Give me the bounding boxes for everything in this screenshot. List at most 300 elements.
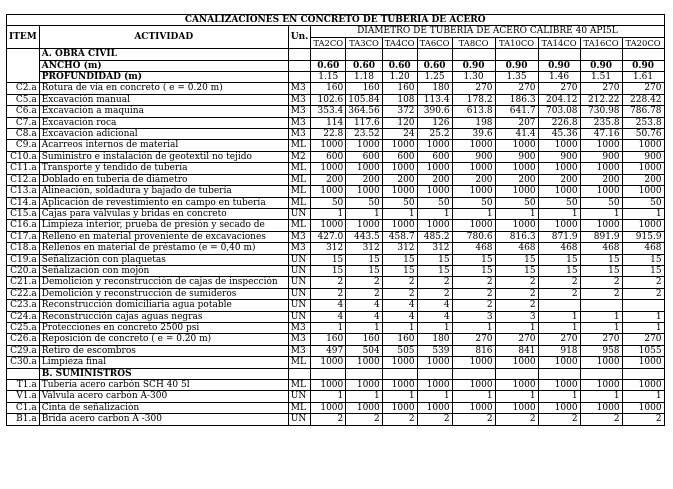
quantity-cell: 816 xyxy=(452,345,495,356)
table-row xyxy=(7,265,665,276)
quantity-cell: 2 xyxy=(538,414,580,425)
unit-cell: M3 xyxy=(288,243,311,254)
activity-name: Transporte y tendido de tubería xyxy=(39,163,288,174)
quantity-cell: 15 xyxy=(346,265,383,276)
quantity-cell: 39.6 xyxy=(452,129,495,140)
quantity-cell: 50 xyxy=(452,197,495,208)
profundidad-value: 1.15 xyxy=(311,72,346,83)
column-header-ta10co: TA10CO xyxy=(495,37,538,48)
quantity-cell: 200 xyxy=(580,174,622,185)
unit-cell: ML xyxy=(288,174,311,185)
quantity-cell: 1000 xyxy=(382,140,417,151)
quantity-cell: 270 xyxy=(538,83,580,94)
quantity-cell: 126 xyxy=(417,117,452,128)
quantity-cell: 468 xyxy=(452,243,495,254)
quantity-cell: 114 xyxy=(311,117,346,128)
profundidad-value: 1.35 xyxy=(495,72,538,83)
quantity-cell: 1000 xyxy=(417,220,452,231)
quantity-cell: 539 xyxy=(417,345,452,356)
quantity-cell: 180 xyxy=(417,334,452,345)
activity-name: Protecciones en concreto 2500 psi xyxy=(39,322,288,333)
quantity-cell: 186.3 xyxy=(495,94,538,105)
quantity-cell: 2 xyxy=(622,288,664,299)
quantity-cell: 15 xyxy=(417,254,452,265)
quantity-cell: 1 xyxy=(311,208,346,219)
quantity-cell: 900 xyxy=(538,151,580,162)
unit-cell: M3 xyxy=(288,231,311,242)
activity-name: Suministro e instalación de geotextil no tejido xyxy=(39,151,288,162)
quantity-cell: 1000 xyxy=(452,163,495,174)
quantity-cell: 270 xyxy=(538,334,580,345)
ancho-row xyxy=(7,60,665,71)
table-row xyxy=(7,243,665,254)
table-row xyxy=(7,197,665,208)
unit-cell: M3 xyxy=(288,334,311,345)
table-row xyxy=(7,402,665,413)
table-row xyxy=(7,288,665,299)
activity-name: Limpieza final xyxy=(39,357,288,368)
item-code: C12.a xyxy=(7,174,40,185)
item-code: C14.a xyxy=(7,197,40,208)
ancho-value: 0.60 xyxy=(346,60,383,71)
quantity-cell: 50 xyxy=(382,197,417,208)
quantity-cell: 108 xyxy=(382,94,417,105)
quantity-cell: 1 xyxy=(495,391,538,402)
activity-name: Reposición de concreto ( e = 0.20 m) xyxy=(39,334,288,345)
quantity-cell: 871.9 xyxy=(538,231,580,242)
quantity-cell: 1000 xyxy=(452,186,495,197)
column-header-ta6co: TA6CO xyxy=(417,37,452,48)
table-row xyxy=(7,391,665,402)
activity-name: Alineación, soldadura y bajado de tubería xyxy=(39,186,288,197)
activity-name: Demolición y reconstrucción de sumideros xyxy=(39,288,288,299)
unit-cell: M3 xyxy=(288,345,311,356)
quantity-cell: 1000 xyxy=(622,140,664,151)
empty-cell xyxy=(495,368,538,379)
quantity-cell: 15 xyxy=(346,254,383,265)
item-code: C15.a xyxy=(7,208,40,219)
unit-cell: UN xyxy=(288,254,311,265)
item-code: C8.a xyxy=(7,129,40,140)
table-row xyxy=(7,129,665,140)
quantity-cell: 891.9 xyxy=(580,231,622,242)
ancho-value: 0.60 xyxy=(382,60,417,71)
quantity-cell: 4 xyxy=(417,300,452,311)
item-code: C29.a xyxy=(7,345,40,356)
quantity-cell: 15 xyxy=(538,265,580,276)
table-title: CANALIZACIONES EN CONCRETO DE TUBERIA DE ACERO xyxy=(7,15,665,26)
unit-cell: ML xyxy=(288,380,311,391)
table-row xyxy=(7,334,665,345)
activity-name: Tubería acero carbón SCH 40 5l xyxy=(39,380,288,391)
quantity-cell: 1 xyxy=(495,322,538,333)
quantity-cell: 15 xyxy=(452,254,495,265)
item-code: C1.a xyxy=(7,402,40,413)
unit-cell: M2 xyxy=(288,151,311,162)
quantity-cell: 613.8 xyxy=(452,106,495,117)
quantity-cell: 1000 xyxy=(580,140,622,151)
header-item: ITEM xyxy=(7,26,40,49)
quantity-cell: 1 xyxy=(452,322,495,333)
quantity-cell: 113.4 xyxy=(417,94,452,105)
quantity-cell: 1 xyxy=(382,322,417,333)
quantity-cell: 1000 xyxy=(452,357,495,368)
section-row xyxy=(7,368,665,379)
quantity-cell: 1000 xyxy=(417,357,452,368)
quantity-cell: 2 xyxy=(346,288,383,299)
unit-cell: UN xyxy=(288,300,311,311)
unit-cell: ML xyxy=(288,402,311,413)
item-code: C7.a xyxy=(7,117,40,128)
unit-cell: ML xyxy=(288,197,311,208)
item-code: C22.a xyxy=(7,288,40,299)
quantity-cell: 2 xyxy=(495,288,538,299)
header-unit: Un. xyxy=(288,26,311,49)
quantity-cell: 200 xyxy=(346,174,383,185)
quantity-cell: 200 xyxy=(538,174,580,185)
quantity-cell: 2 xyxy=(580,288,622,299)
item-code: C10.a xyxy=(7,151,40,162)
quantity-cell: 117.6 xyxy=(346,117,383,128)
activity-name: Rellenos en material de préstamo (e = 0,40 m) xyxy=(39,243,288,254)
quantity-cell: 2 xyxy=(452,300,495,311)
quantity-cell: 1000 xyxy=(495,402,538,413)
quantity-cell: 2 xyxy=(538,288,580,299)
activity-name: Relleno en material proveniente de excavaciones xyxy=(39,231,288,242)
item-code: C19.a xyxy=(7,254,40,265)
quantity-cell: 730.98 xyxy=(580,106,622,117)
quantity-cell: 15 xyxy=(495,265,538,276)
quantity-cell: 270 xyxy=(495,334,538,345)
quantity-cell: 1000 xyxy=(538,163,580,174)
item-code: V1.a xyxy=(7,391,40,402)
quantity-cell: 1000 xyxy=(495,357,538,368)
quantity-cell: 228.42 xyxy=(622,94,664,105)
quantity-cell: 816.3 xyxy=(495,231,538,242)
quantity-cell: 160 xyxy=(311,334,346,345)
quantity-cell: 2 xyxy=(382,288,417,299)
table-row xyxy=(7,357,665,368)
quantity-cell: 915.9 xyxy=(622,231,664,242)
profundidad-value: 1.20 xyxy=(382,72,417,83)
quantity-cell: 1000 xyxy=(417,402,452,413)
activity-name: Acarreos internos de material xyxy=(39,140,288,151)
quantity-cell: 1000 xyxy=(622,220,664,231)
profundidad-value: 1.18 xyxy=(346,72,383,83)
quantity-cell: 1055 xyxy=(622,345,664,356)
item-code: C25.a xyxy=(7,322,40,333)
quantity-cell: 1000 xyxy=(495,186,538,197)
quantity-cell: 1 xyxy=(452,208,495,219)
empty-cell xyxy=(580,368,622,379)
quantity-cell: 1000 xyxy=(580,402,622,413)
quantity-cell: 1000 xyxy=(580,357,622,368)
quantity-cell: 2 xyxy=(538,277,580,288)
table-row xyxy=(7,254,665,265)
item-code: C13.a xyxy=(7,186,40,197)
quantity-cell: 458.7 xyxy=(382,231,417,242)
quantity-cell: 780.6 xyxy=(452,231,495,242)
item-code: C17.a xyxy=(7,231,40,242)
profundidad-label: PROFUNDIDAD (m) xyxy=(39,72,288,83)
quantity-cell: 2 xyxy=(495,277,538,288)
quantity-cell: 212.22 xyxy=(580,94,622,105)
quantity-cell: 15 xyxy=(417,265,452,276)
quantity-cell: 600 xyxy=(382,151,417,162)
ancho-value: 0.90 xyxy=(452,60,495,71)
quantity-cell: 703.08 xyxy=(538,106,580,117)
item-code: T1.a xyxy=(7,380,40,391)
unit-cell: M3 xyxy=(288,94,311,105)
quantity-cell: 390.6 xyxy=(417,106,452,117)
unit-cell: UN xyxy=(288,414,311,425)
quantity-cell: 50 xyxy=(622,197,664,208)
quantity-cell: 2 xyxy=(417,414,452,425)
quantity-cell: 1000 xyxy=(495,380,538,391)
quantity-cell: 353.4 xyxy=(311,106,346,117)
item-code: C30.a xyxy=(7,357,40,368)
table-row xyxy=(7,300,665,311)
activity-name: Excavación roca xyxy=(39,117,288,128)
ancho-value: 0.60 xyxy=(311,60,346,71)
table-row xyxy=(7,311,665,322)
table-row xyxy=(7,277,665,288)
quantity-cell: 1 xyxy=(538,311,580,322)
quantity-cell: 50 xyxy=(417,197,452,208)
quantity-cell: 600 xyxy=(417,151,452,162)
quantity-cell: 900 xyxy=(495,151,538,162)
quantity-cell: 1000 xyxy=(382,380,417,391)
quantity-cell: 1000 xyxy=(580,220,622,231)
empty-cell xyxy=(417,368,452,379)
quantity-cell: 2 xyxy=(580,414,622,425)
quantity-cell: 468 xyxy=(538,243,580,254)
activity-name: Reconstrucción domiciliaria agua potable xyxy=(39,300,288,311)
column-header-ta20co: TA20CO xyxy=(622,37,664,48)
quantity-cell: 1000 xyxy=(580,380,622,391)
quantity-cell: 1000 xyxy=(346,140,383,151)
ancho-value: 0.90 xyxy=(580,60,622,71)
quantity-cell: 1000 xyxy=(382,220,417,231)
quantity-cell: 786.78 xyxy=(622,106,664,117)
quantity-cell: 15 xyxy=(311,254,346,265)
activity-name: Doblado en tubería de diámetro xyxy=(39,174,288,185)
column-header-ta2co: TA2CO xyxy=(311,37,346,48)
quantity-cell: 1 xyxy=(580,311,622,322)
quantity-cell: 200 xyxy=(495,174,538,185)
table-row xyxy=(7,163,665,174)
quantity-cell: 1 xyxy=(417,391,452,402)
activity-name: Excavación manual xyxy=(39,94,288,105)
header-diametro: DIAMETRO DE TUBERIA DE ACERO CALIBRE 40 API5L xyxy=(311,26,664,37)
unit-cell: ML xyxy=(288,163,311,174)
quantity-cell: 207 xyxy=(495,117,538,128)
quantity-cell: 50 xyxy=(495,197,538,208)
activity-name: Válvula acero carbón A-300 xyxy=(39,391,288,402)
activity-name: Excavación a maquina xyxy=(39,106,288,117)
quantity-cell: 2 xyxy=(346,414,383,425)
quantity-cell: 4 xyxy=(382,300,417,311)
table-row xyxy=(7,322,665,333)
quantity-cell: 505 xyxy=(382,345,417,356)
quantity-cell: 1000 xyxy=(495,220,538,231)
quantity-cell: 15 xyxy=(382,265,417,276)
quantity-cell: 1 xyxy=(580,391,622,402)
quantity-cell: 178.2 xyxy=(452,94,495,105)
quantity-cell: 2 xyxy=(622,414,664,425)
item-code: C6.a xyxy=(7,106,40,117)
quantity-cell: 2 xyxy=(452,414,495,425)
quantity-cell xyxy=(622,300,664,311)
item-code: B1.a xyxy=(7,414,40,425)
quantity-cell: 1 xyxy=(346,391,383,402)
item-code: C23.a xyxy=(7,300,40,311)
quantity-cell: 4 xyxy=(346,300,383,311)
quantity-cell: 47.16 xyxy=(580,129,622,140)
quantity-cell: 253.8 xyxy=(622,117,664,128)
quantity-cell: 364.56 xyxy=(346,106,383,117)
activity-name: Retiro de escombros xyxy=(39,345,288,356)
quantity-cell: 160 xyxy=(382,334,417,345)
quantity-cell: 1000 xyxy=(622,186,664,197)
quantity-cell: 2 xyxy=(622,277,664,288)
quantity-cell: 1000 xyxy=(580,163,622,174)
quantity-cell: 1000 xyxy=(346,186,383,197)
quantity-cell: 2 xyxy=(311,277,346,288)
quantity-cell: 270 xyxy=(622,83,664,94)
section-b-blank xyxy=(7,368,40,379)
empty-cell xyxy=(288,368,311,379)
quantity-cell: 1000 xyxy=(382,357,417,368)
quantity-cell: 641.7 xyxy=(495,106,538,117)
quantity-cell: 841 xyxy=(495,345,538,356)
quantity-cell: 468 xyxy=(580,243,622,254)
quantity-cell: 1000 xyxy=(538,186,580,197)
quantity-cell: 160 xyxy=(346,83,383,94)
profundidad-value: 1.25 xyxy=(417,72,452,83)
quantity-cell: 485.2 xyxy=(417,231,452,242)
quantity-cell: 102.6 xyxy=(311,94,346,105)
profundidad-value: 1.46 xyxy=(538,72,580,83)
quantity-cell: 1000 xyxy=(538,380,580,391)
empty-cell xyxy=(452,368,495,379)
section-row xyxy=(7,49,665,60)
quantity-cell: 200 xyxy=(452,174,495,185)
quantity-cell: 1 xyxy=(417,322,452,333)
quantity-cell: 1 xyxy=(346,208,383,219)
quantity-cell: 504 xyxy=(346,345,383,356)
quantity-cell: 1000 xyxy=(417,186,452,197)
quantity-cell: 1000 xyxy=(311,380,346,391)
quantity-cell: 50 xyxy=(311,197,346,208)
quantity-cell: 2 xyxy=(417,277,452,288)
profundidad-value: 1.51 xyxy=(580,72,622,83)
quantity-cell: 1 xyxy=(495,208,538,219)
table-row xyxy=(7,117,665,128)
quantity-cell: 15 xyxy=(622,265,664,276)
quantity-cell: 1000 xyxy=(538,140,580,151)
unit-cell: ML xyxy=(288,186,311,197)
quantity-cell: 105.84 xyxy=(346,94,383,105)
unit-cell: UN xyxy=(288,277,311,288)
quantity-cell: 226.8 xyxy=(538,117,580,128)
quantity-cell: 2 xyxy=(382,414,417,425)
quantity-cell xyxy=(580,300,622,311)
quantity-cell: 1 xyxy=(622,311,664,322)
unit-cell: UN xyxy=(288,208,311,219)
unit-cell: UN xyxy=(288,311,311,322)
quantity-cell: 204.12 xyxy=(538,94,580,105)
quantity-cell: 50 xyxy=(580,197,622,208)
quantity-cell: 2 xyxy=(382,277,417,288)
quantity-cell: 270 xyxy=(452,83,495,94)
profundidad-value: 1.61 xyxy=(622,72,664,83)
quantity-cell: 1 xyxy=(580,322,622,333)
quantity-cell: 443.5 xyxy=(346,231,383,242)
quantity-cell: 1000 xyxy=(311,140,346,151)
quantity-cell: 1000 xyxy=(452,402,495,413)
quantity-cell: 15 xyxy=(311,265,346,276)
unit-cell: M3 xyxy=(288,117,311,128)
item-code: C18.a xyxy=(7,243,40,254)
quantity-cell: 15 xyxy=(580,265,622,276)
quantity-cell: 1000 xyxy=(311,220,346,231)
quantity-cell: 270 xyxy=(452,334,495,345)
quantity-cell: 15 xyxy=(452,265,495,276)
quantity-cell: 23.52 xyxy=(346,129,383,140)
activity-name: Excavación adicional xyxy=(39,129,288,140)
quantity-cell: 1000 xyxy=(417,380,452,391)
empty-cell xyxy=(382,368,417,379)
column-header-ta14co: TA14CO xyxy=(538,37,580,48)
table-row xyxy=(7,151,665,162)
quantity-cell: 1000 xyxy=(311,357,346,368)
table-row xyxy=(7,231,665,242)
unit-cell: ML xyxy=(288,357,311,368)
quantity-cell: 1000 xyxy=(417,140,452,151)
activity-name: Cajas para válvulas y bridas en concreto xyxy=(39,208,288,219)
quantity-cell: 160 xyxy=(382,83,417,94)
quantity-cell: 497 xyxy=(311,345,346,356)
quantity-cell: 1000 xyxy=(382,402,417,413)
quantity-cell: 1000 xyxy=(311,186,346,197)
empty-cell xyxy=(538,368,580,379)
quantity-cell: 1000 xyxy=(346,357,383,368)
item-code: C9.a xyxy=(7,140,40,151)
ancho-value: 0.60 xyxy=(417,60,452,71)
quantity-cell: 2 xyxy=(452,277,495,288)
table-row xyxy=(7,140,665,151)
quantity-cell: 4 xyxy=(417,311,452,322)
quantity-cell: 1000 xyxy=(452,220,495,231)
quantity-cell: 1 xyxy=(382,391,417,402)
quantity-cell: 468 xyxy=(622,243,664,254)
quantity-cell: 15 xyxy=(382,254,417,265)
activity-name: Brida acero carbon A -300 xyxy=(39,414,288,425)
quantity-cell: 24 xyxy=(382,129,417,140)
quantity-cell: 372 xyxy=(382,106,417,117)
empty-cell xyxy=(311,368,346,379)
quantity-cell: 312 xyxy=(346,243,383,254)
quantity-cell: 200 xyxy=(311,174,346,185)
quantity-cell: 1000 xyxy=(311,163,346,174)
column-header-ta8co: TA8CO xyxy=(452,37,495,48)
quantity-cell: 312 xyxy=(382,243,417,254)
table-row xyxy=(7,414,665,425)
table-row xyxy=(7,208,665,219)
quantity-cell: 2 xyxy=(495,300,538,311)
section-b-title: B. SUMINISTROS xyxy=(39,368,288,379)
